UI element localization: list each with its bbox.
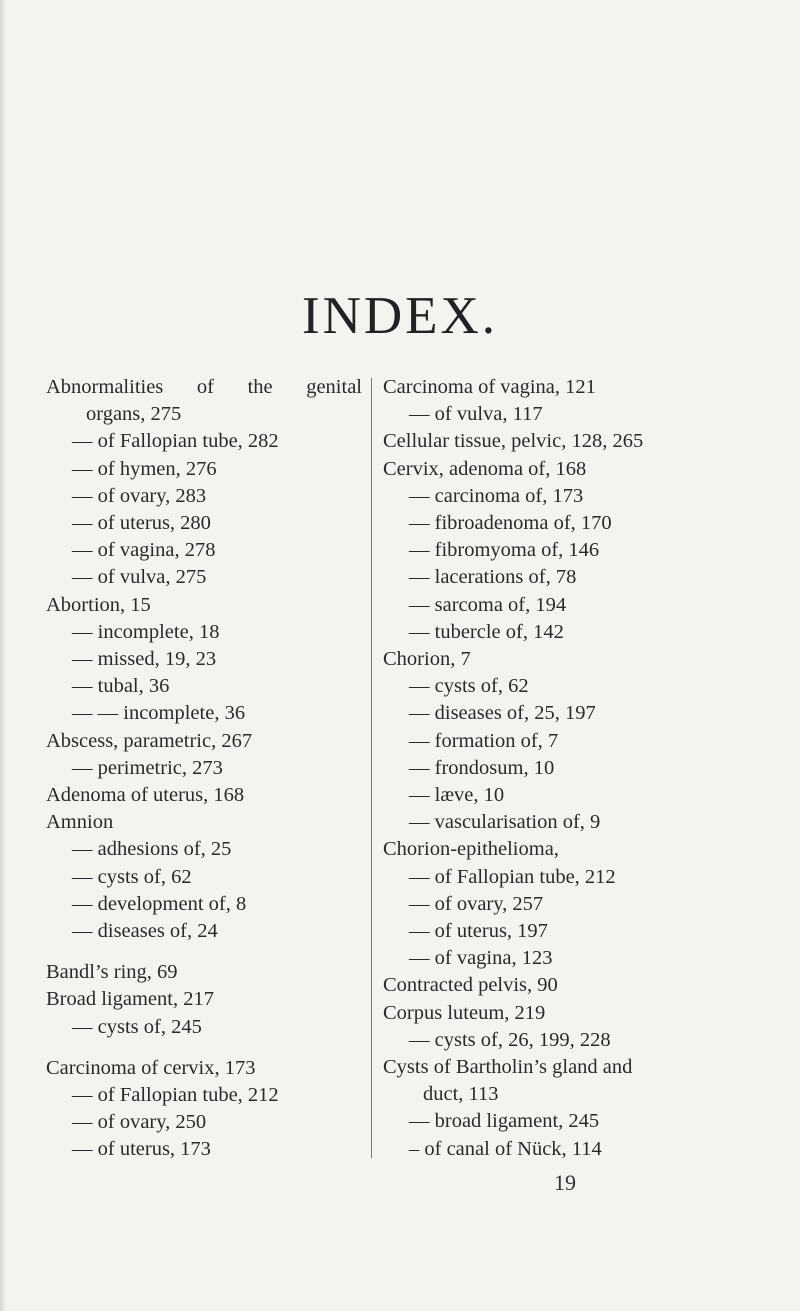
index-entry: Chorion-epithelioma, (383, 838, 559, 861)
index-subentry: — formation of, 7 (409, 729, 559, 752)
index-entry: Amnion (46, 811, 114, 834)
index-subentry: — diseases of, 24 (72, 920, 218, 943)
index-subentry: — fibroadenoma of, 170 (409, 512, 612, 535)
index-subentry: — carcinoma of, 173 (409, 484, 584, 507)
index-entry-word: the (247, 376, 273, 398)
index-subentry: — vascularisation of, 9 (409, 811, 601, 834)
section-gap (46, 1041, 364, 1055)
index-subentry: — perimetric, 273 (72, 756, 223, 779)
index-subentry: — of vagina, 123 (409, 947, 553, 970)
index-subentry: — of vulva, 275 (72, 566, 207, 589)
index-subentry: — fibromyoma of, 146 (409, 539, 600, 562)
index-entry: Bandl’s ring, 69 (46, 961, 178, 984)
index-entry: Contracted pelvis, 90 (383, 974, 558, 997)
index-subentry: — of Fallopian tube, 282 (72, 430, 279, 453)
index-subentry: — missed, 19, 23 (72, 648, 217, 671)
index-subentry: — tubercle of, 142 (409, 620, 564, 643)
index-entry: Adenoma of uterus, 168 (46, 784, 245, 807)
index-entry: Abscess, parametric, 267 (46, 729, 253, 752)
index-entry (46, 374, 362, 401)
index-subentry: — of hymen, 276 (72, 457, 217, 480)
index-subentry: — cysts of, 26, 199, 228 (409, 1028, 611, 1051)
index-subentry: — cysts of, 62 (409, 675, 529, 698)
index-entry-word: of (196, 376, 214, 398)
index-subentry: — tubal, 36 (72, 675, 170, 698)
index-entry-word: Abnormalities (46, 376, 164, 398)
index-subentry: — of ovary, 283 (72, 484, 207, 507)
index-subentry: — development of, 8 (72, 892, 247, 915)
index-entry: Abortion, 15 (46, 593, 151, 616)
index-subentry: — cysts of, 245 (72, 1015, 202, 1038)
index-column-right (383, 374, 783, 1163)
index-subentry: – of canal of Nück, 114 (409, 1137, 602, 1160)
index-subentry: — adhesions of, 25 (72, 838, 232, 861)
section-gap (46, 945, 364, 959)
index-subentry: — of ovary, 250 (72, 1111, 207, 1134)
index-subentry: — lacerations of, 78 (409, 566, 577, 589)
index-subentry: — frondosum, 10 (409, 756, 555, 779)
index-entry: Carcinoma of vagina, 121 (383, 376, 596, 398)
index-entry-continuation: duct, 113 (423, 1083, 499, 1106)
index-subentry: — cysts of, 62 (72, 865, 192, 888)
index-subentry: — of vagina, 278 (72, 539, 216, 562)
index-entry: Carcinoma of cervix, 173 (46, 1056, 256, 1079)
index-entry-word: genital (306, 376, 362, 398)
index-subentry: — of Fallopian tube, 212 (72, 1084, 279, 1107)
index-entry: Chorion, 7 (383, 648, 471, 671)
index-entry: Cellular tissue, pelvic, 128, 265 (383, 430, 644, 453)
column-divider (371, 378, 372, 1158)
index-entry: Cysts of Bartholin’s gland and (383, 1056, 633, 1079)
index-subentry: — of uterus, 197 (409, 920, 548, 943)
index-subentry: — incomplete, 18 (72, 620, 220, 643)
index-subentry: — broad ligament, 245 (409, 1110, 600, 1133)
index-entry-continuation: organs, 275 (86, 403, 182, 426)
index-subentry: — of uterus, 173 (72, 1138, 211, 1161)
index-entry: Broad ligament, 217 (46, 988, 214, 1011)
page-number: 19 (554, 1170, 576, 1195)
index-subentry: — diseases of, 25, 197 (409, 702, 596, 725)
index-subentry: — sarcoma of, 194 (409, 593, 567, 616)
index-entry: Corpus luteum, 219 (383, 1001, 546, 1024)
index-subentry: — of vulva, 117 (409, 403, 543, 426)
index-entry: Cervix, adenoma of, 168 (383, 457, 587, 480)
index-subentry: — of Fallopian tube, 212 (409, 865, 616, 888)
index-column-left (46, 374, 364, 1164)
index-subentry: — — incomplete, 36 (72, 702, 246, 725)
page-title: INDEX. (301, 287, 499, 345)
index-subentry: — of uterus, 280 (72, 512, 211, 535)
page-edge-shadow (0, 0, 6, 1311)
index-subentry: — læve, 10 (409, 784, 505, 807)
index-subentry: — of ovary, 257 (409, 892, 544, 915)
